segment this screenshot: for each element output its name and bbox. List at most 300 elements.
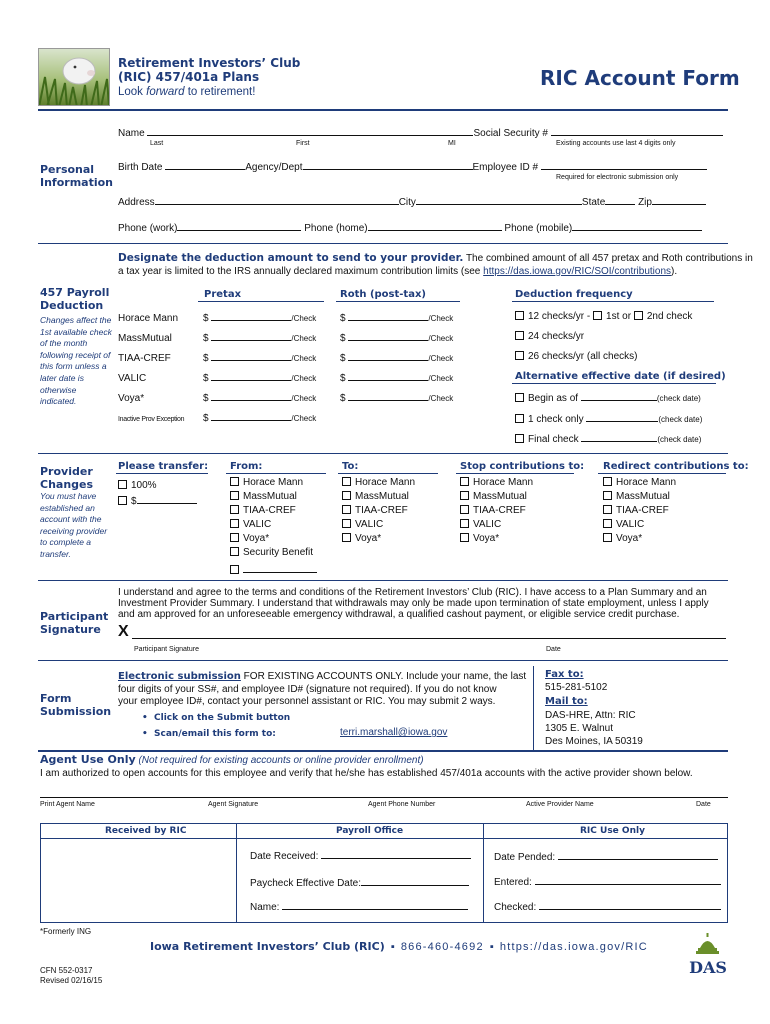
signature-date-caption: Date <box>546 646 561 653</box>
bullet-icon: • <box>142 713 155 723</box>
alt-one-check-row <box>515 412 702 425</box>
address-label: Address <box>118 197 155 208</box>
to-option-label: TIAA-CREF <box>355 505 408 516</box>
to-underline <box>338 473 438 474</box>
dollar-sign: $ <box>203 373 209 384</box>
section-457-payroll-line2: Deduction <box>40 299 104 312</box>
stop-option-label: VALIC <box>473 519 502 530</box>
alt-begin-row <box>515 391 701 404</box>
please-transfer-title: Please transfer: <box>118 461 209 472</box>
birth-date-label: Birth Date <box>118 162 163 173</box>
one-check-only-label: 1 check only <box>528 414 584 425</box>
frequency-24-label: 24 checks/yr <box>528 331 585 342</box>
pretax-amount-field[interactable] <box>211 351 291 361</box>
zip-label: Zip <box>638 197 652 208</box>
paycheck-date-row <box>250 876 469 889</box>
divider-signature <box>38 660 728 661</box>
date-received-field[interactable] <box>321 849 471 859</box>
phone-mobile-field[interactable] <box>572 221 702 231</box>
das-logo <box>686 932 730 978</box>
scan-email-label: Scan/email this form to: <box>154 729 276 739</box>
from-option <box>230 477 303 488</box>
revised-date: Revised 02/16/15 <box>40 976 103 985</box>
provider-row-label: Inactive Prov Exception <box>118 416 185 423</box>
agency-label: Agency/Dept <box>245 162 303 173</box>
to-option <box>342 519 383 530</box>
state-field[interactable] <box>605 195 635 205</box>
from-option <box>230 505 296 516</box>
roth-amount-field[interactable] <box>348 311 428 321</box>
dollar-sign: $ <box>203 413 209 424</box>
agent-label-date: Date <box>696 801 711 808</box>
stop-option-label: Voya* <box>473 533 500 544</box>
check-date-caption: (check date) <box>656 394 701 403</box>
office-name-row <box>250 900 468 913</box>
provider-row-label: VALIC <box>118 373 147 384</box>
entered-label: Entered: <box>494 877 532 888</box>
contributions-link[interactable]: https://das.iowa.gov/RIC/SOI/contributions <box>483 266 672 277</box>
from-underline <box>226 473 326 474</box>
payroll-intro-line1 <box>118 252 753 264</box>
stop-option <box>460 477 533 488</box>
state-label: State <box>581 197 606 208</box>
payroll-intro-bold: Designate the deduction amount to send to your provider. <box>118 252 464 264</box>
one-check-only-field[interactable] <box>586 412 658 422</box>
tagline <box>118 86 255 98</box>
from-option-label: VALIC <box>243 519 272 530</box>
name-field[interactable] <box>147 126 473 136</box>
divider-submission <box>38 750 728 752</box>
per-check-label: /Check <box>428 334 454 343</box>
redirect-checkbox[interactable] <box>603 477 612 486</box>
check-date-caption: (check date) <box>657 435 702 444</box>
payroll-side-note: Changes affect the 1st available check of the month following receipt of this form unless a later date is otherwise indicated. <box>40 315 112 407</box>
one-check-only-checkbox[interactable] <box>515 414 524 423</box>
divider-personal <box>38 243 728 244</box>
begin-as-of-label: Begin as of <box>528 393 579 404</box>
participant-signature-caption: Participant Signature <box>134 646 199 653</box>
from-checkbox[interactable] <box>230 533 239 542</box>
org-name-line2: (RIC) 457/401a Plans <box>118 70 260 84</box>
dollar-sign: $ <box>203 393 209 404</box>
to-checkbox[interactable] <box>342 519 351 528</box>
section-signature-line2: Signature <box>40 623 101 636</box>
provider-row-label: Horace Mann <box>118 313 179 324</box>
provider-row-label: Voya* <box>118 393 145 404</box>
dollar-sign: $ <box>203 313 209 324</box>
from-option <box>230 519 271 530</box>
cfn-number: CFN 552-0317 <box>40 966 93 975</box>
transfer-dollar-field[interactable] <box>137 494 197 504</box>
ssn-note: Existing accounts use last 4 digits only <box>556 140 676 147</box>
tagline-part-b: forward <box>146 86 185 98</box>
agent-signature-line[interactable] <box>40 797 728 798</box>
address-field[interactable] <box>155 195 399 205</box>
signature-x-mark: X <box>118 623 129 640</box>
transfer-dollar-label: $ <box>131 496 137 507</box>
redirect-checkbox[interactable] <box>603 491 612 500</box>
date-received-row <box>250 849 471 862</box>
redirect-option <box>603 533 642 544</box>
from-option-label: MassMutual <box>243 491 297 502</box>
redirect-title: Redirect contributions to: <box>603 461 749 472</box>
capitol-dome-icon <box>686 932 730 956</box>
dollar-sign: $ <box>203 353 209 364</box>
section-personal-information: Personal Information <box>40 163 113 189</box>
name-first-caption: First <box>296 140 310 147</box>
second-check-label: 2nd check <box>646 311 693 322</box>
employee-id-note: Required for electronic submission only <box>556 174 679 181</box>
or-label: or <box>619 311 634 322</box>
to-option <box>342 477 415 488</box>
roth-amount-row <box>340 331 453 344</box>
signature-agreement <box>118 587 709 620</box>
payroll-intro-end: ). <box>671 266 678 277</box>
section-submission-line2: Submission <box>40 705 112 718</box>
date-received-label: Date Received: <box>250 851 319 862</box>
stop-checkbox[interactable] <box>460 477 469 486</box>
redirect-checkbox[interactable] <box>603 505 612 514</box>
roth-amount-field[interactable] <box>348 351 428 361</box>
electronic-submission-line3: your employee ID#, contact your personnel assistant or RIC. You may submit 2 ways. <box>118 696 496 707</box>
pretax-amount-field[interactable] <box>211 311 291 321</box>
section-provider-changes-line2: Changes <box>40 478 94 491</box>
payroll-intro-line2 <box>118 266 677 277</box>
redirect-option <box>603 505 669 516</box>
agreement-line2: Investment Provider Summary. I understand that withdrawals may only be made upon termination of state employment, unless I apply <box>118 598 709 609</box>
roth-amount-row <box>340 371 453 384</box>
from-checkbox[interactable] <box>230 505 239 514</box>
alt-date-underline <box>512 383 716 384</box>
to-title: To: <box>342 461 359 472</box>
stop-option-label: Horace Mann <box>473 477 534 488</box>
agent-use-note: (Not required for existing accounts or online provider enrollment) <box>138 755 424 766</box>
transfer-pct-row <box>118 480 157 491</box>
dollar-sign: $ <box>340 333 346 344</box>
from-option-label: Security Benefit <box>243 547 314 558</box>
pretax-amount-field[interactable] <box>211 371 291 381</box>
pretax-amount-row <box>203 411 316 424</box>
scan-email-bullet <box>142 729 276 739</box>
date-pended-field[interactable] <box>558 850 718 860</box>
per-check-label: /Check <box>291 314 317 323</box>
birth-row <box>118 160 707 173</box>
per-check-label: /Check <box>291 374 317 383</box>
ric-use-only-header: RIC Use Only <box>580 826 645 836</box>
stop-underline <box>456 473 574 474</box>
from-title: From: <box>230 461 263 472</box>
section-participant-signature <box>40 610 108 636</box>
phone-work-field[interactable] <box>177 221 301 231</box>
pretax-amount-row <box>203 331 316 344</box>
section-457-payroll <box>40 286 109 312</box>
redirect-option <box>603 519 644 530</box>
bullet-icon: ▪ <box>486 941 497 953</box>
from-checkbox[interactable] <box>230 491 239 500</box>
stop-title: Stop contributions to: <box>460 461 585 472</box>
agent-label-print-name: Print Agent Name <box>40 801 95 808</box>
paycheck-date-field[interactable] <box>361 876 469 886</box>
section-form-submission <box>40 692 111 718</box>
footer-url-link[interactable]: https://das.iowa.gov/RIC <box>499 941 648 953</box>
to-option-label: VALIC <box>355 519 384 530</box>
section-signature-line1: Participant <box>40 610 109 623</box>
redirect-checkbox[interactable] <box>603 533 612 542</box>
frequency-24-checkbox[interactable] <box>515 331 524 340</box>
agency-field[interactable] <box>303 160 473 170</box>
city-field[interactable] <box>416 195 582 205</box>
from-checkbox[interactable] <box>230 477 239 486</box>
pretax-amount-row <box>203 311 316 324</box>
roth-amount-row <box>340 311 453 324</box>
header-logo-image <box>38 48 110 106</box>
office-col-divider-1 <box>236 823 237 923</box>
electronic-submission-line1 <box>118 671 526 682</box>
payroll-intro-line2-text: a tax year is limited to the IRS annually declared maximum contribution limits (see <box>118 266 484 277</box>
to-checkbox[interactable] <box>342 477 351 486</box>
footer-phone: 866-460-4692 <box>400 941 484 953</box>
col-roth: Roth (post-tax) <box>340 289 426 300</box>
begin-as-of-field[interactable] <box>581 391 657 401</box>
header-divider <box>38 109 728 111</box>
agent-label-phone: Agent Phone Number <box>368 801 436 808</box>
from-checkbox[interactable] <box>230 519 239 528</box>
please-transfer-underline <box>116 473 208 474</box>
stop-checkbox[interactable] <box>460 533 469 542</box>
provider-changes-side-note: You must have established an account with the receiving provider to complete a transfer. <box>40 491 108 559</box>
agreement-line1: I understand and agree to the terms and conditions of the Retirement Investors’ Club (RIC). I have access to a Plan Summary and an <box>118 587 707 598</box>
from-option-other <box>230 563 317 576</box>
employee-id-field[interactable] <box>541 160 707 170</box>
redirect-option-label: Voya* <box>616 533 643 544</box>
dollar-sign: $ <box>340 353 346 364</box>
roth-amount-field[interactable] <box>348 391 428 401</box>
payroll-intro-text: The combined amount of all 457 pretax and Roth contributions in <box>463 253 753 264</box>
col-roth-underline <box>336 301 460 302</box>
from-option-label: Horace Mann <box>243 477 304 488</box>
formerly-ing-note: *Formerly ING <box>40 927 92 936</box>
name-label: Name <box>118 128 145 139</box>
to-option-label: Voya* <box>355 533 382 544</box>
pretax-amount-field[interactable] <box>211 391 291 401</box>
from-option-label: TIAA-CREF <box>243 505 296 516</box>
to-option <box>342 505 408 516</box>
date-pended-row <box>494 850 718 863</box>
from-checkbox[interactable] <box>230 547 239 556</box>
phone-mobile-label: Phone (mobile) <box>504 223 573 234</box>
dollar-sign: $ <box>203 333 209 344</box>
col-frequency-underline <box>512 301 714 302</box>
email-link[interactable]: terri.marshall@iowa.gov <box>340 727 448 738</box>
dollar-sign: $ <box>340 393 346 404</box>
transfer-100pct-label: 100% <box>131 480 157 491</box>
section-provider-changes-line1: Provider <box>40 465 93 478</box>
checked-label: Checked: <box>494 902 537 913</box>
name-mi-caption: MI <box>448 140 456 147</box>
tagline-part-a: Look <box>118 86 147 98</box>
per-check-label: /Check <box>428 374 454 383</box>
section-provider-changes <box>40 465 93 491</box>
begin-as-of-checkbox[interactable] <box>515 393 524 402</box>
stop-option <box>460 491 527 502</box>
phone-row <box>118 221 702 234</box>
to-checkbox[interactable] <box>342 533 351 542</box>
stop-option <box>460 533 499 544</box>
stop-checkbox[interactable] <box>460 491 469 500</box>
redirect-checkbox[interactable] <box>603 519 612 528</box>
alt-date-title: Alternative effective date (if desired) <box>515 371 726 382</box>
final-check-field[interactable] <box>581 432 657 442</box>
checked-field[interactable] <box>539 900 721 910</box>
mail-line1: DAS-HRE, Attn: RIC <box>545 710 636 721</box>
paycheck-date-label: Paycheck Effective Date: <box>250 878 361 889</box>
second-check-checkbox[interactable] <box>634 311 643 320</box>
phone-home-label: Phone (home) <box>304 223 368 234</box>
transfer-dollar-checkbox[interactable] <box>118 496 127 505</box>
to-option <box>342 533 381 544</box>
frequency-12-checkbox[interactable] <box>515 311 524 320</box>
from-option <box>230 491 297 502</box>
to-option-label: Horace Mann <box>355 477 416 488</box>
das-logo-text: DAS <box>689 958 727 977</box>
name-last-caption: Last <box>150 140 164 147</box>
col-pretax-underline <box>198 301 324 302</box>
tagline-part-c: to retirement! <box>184 86 256 98</box>
redirect-option <box>603 477 676 488</box>
pretax-amount-row <box>203 371 316 384</box>
frequency-option-26 <box>515 351 637 362</box>
mail-line3: Des Moines, IA 50319 <box>545 736 643 747</box>
redirect-option-label: MassMutual <box>616 491 670 502</box>
phone-home-field[interactable] <box>368 221 502 231</box>
redirect-option-label: TIAA-CREF <box>616 505 669 516</box>
stop-option <box>460 519 501 530</box>
transfer-dollar-row <box>118 494 197 507</box>
final-check-checkbox[interactable] <box>515 434 524 443</box>
per-check-label: /Check <box>291 354 317 363</box>
fax-title: Fax to: <box>545 669 584 680</box>
stop-option <box>460 505 526 516</box>
fax-number: 515-281-5102 <box>545 682 608 693</box>
first-check-checkbox[interactable] <box>593 311 602 320</box>
check-date-caption: (check date) <box>658 415 703 424</box>
mail-title: Mail to: <box>545 696 588 707</box>
to-checkbox[interactable] <box>342 505 351 514</box>
birth-date-field[interactable] <box>165 160 245 170</box>
stop-option-label: TIAA-CREF <box>473 505 526 516</box>
pretax-amount-field[interactable] <box>211 331 291 341</box>
from-other-checkbox[interactable] <box>230 565 239 574</box>
stop-checkbox[interactable] <box>460 505 469 514</box>
roth-amount-row <box>340 351 453 364</box>
phone-work-label: Phone (work) <box>118 223 178 234</box>
transfer-100pct-checkbox[interactable] <box>118 480 127 489</box>
agent-label-signature: Agent Signature <box>208 801 259 808</box>
roth-amount-field[interactable] <box>348 371 428 381</box>
per-check-label: /Check <box>291 394 317 403</box>
redirect-underline <box>598 473 726 474</box>
payroll-office-header: Payroll Office <box>336 826 404 836</box>
electronic-submission-title: Electronic submission <box>118 671 241 682</box>
electronic-submission-line2: four digits of your SS#, and employee ID# (signature not required). If you do not know <box>118 684 497 695</box>
office-name-field[interactable] <box>282 900 468 910</box>
bullet-icon: • <box>142 729 155 739</box>
col-frequency: Deduction frequency <box>515 289 633 300</box>
frequency-26-checkbox[interactable] <box>515 351 524 360</box>
agent-statement: I am authorized to open accounts for this employee and verify that he/she has established 457/401a accounts with the active provider shown below. <box>40 768 693 779</box>
office-name-label: Name: <box>250 902 280 913</box>
entered-row <box>494 875 721 888</box>
stop-option-label: MassMutual <box>473 491 527 502</box>
frequency-12-label: 12 checks/yr - <box>528 311 594 322</box>
to-option <box>342 491 409 502</box>
from-option <box>230 533 269 544</box>
address-row <box>118 195 706 208</box>
to-checkbox[interactable] <box>342 491 351 500</box>
roth-amount-field[interactable] <box>348 331 428 341</box>
date-pended-label: Date Pended: <box>494 852 556 863</box>
pretax-amount-field[interactable] <box>211 411 291 421</box>
section-457-payroll-line1: 457 Payroll <box>40 286 110 299</box>
agent-use-title: Agent Use Only <box>40 753 136 766</box>
provider-row-label: TIAA-CREF <box>118 353 171 364</box>
office-col-divider-2 <box>483 823 484 923</box>
org-name-line1: Retirement Investors’ Club <box>118 56 301 70</box>
redirect-option <box>603 491 670 502</box>
per-check-label: /Check <box>291 334 317 343</box>
city-label: City <box>398 197 416 208</box>
per-check-label: /Check <box>428 354 454 363</box>
submit-button-label[interactable]: Click on the Submit button <box>154 713 291 723</box>
pretax-amount-row <box>203 351 316 364</box>
signature-line[interactable] <box>132 638 726 639</box>
first-check-label: 1st <box>606 311 620 322</box>
stop-checkbox[interactable] <box>460 519 469 528</box>
per-check-label: /Check <box>428 314 454 323</box>
entered-field[interactable] <box>535 875 721 885</box>
checked-row <box>494 900 721 913</box>
col-pretax: Pretax <box>204 289 242 300</box>
footer-contact-line <box>150 940 648 953</box>
frequency-option-12 <box>515 311 692 322</box>
agent-label-provider: Active Provider Name <box>526 801 594 808</box>
from-other-field[interactable] <box>243 563 317 573</box>
zip-field[interactable] <box>652 195 706 205</box>
employee-id-label: Employee ID # <box>472 162 539 173</box>
received-by-ric-header: Received by RIC <box>105 826 187 836</box>
per-check-label: /Check <box>428 394 454 403</box>
divider-provider-changes <box>38 580 728 581</box>
frequency-26-label: 26 checks/yr (all checks) <box>528 351 638 362</box>
from-option-label: Voya* <box>243 533 270 544</box>
to-option-label: MassMutual <box>355 491 409 502</box>
submission-vertical-divider <box>533 666 534 750</box>
submit-button-bullet <box>142 713 290 723</box>
name-row <box>118 126 728 139</box>
alt-final-check-row <box>515 432 701 445</box>
agent-use-title-row <box>40 753 424 766</box>
ssn-label: Social Security # <box>473 128 548 139</box>
roth-amount-row <box>340 391 453 404</box>
ssn-field[interactable] <box>551 126 723 136</box>
electronic-submission-text1: FOR EXISTING ACCOUNTS ONLY. Include your name, the last <box>240 671 527 682</box>
footer-club-name: Iowa Retirement Investors’ Club (RIC) <box>150 940 385 953</box>
divider-payroll <box>38 453 728 454</box>
dollar-sign: $ <box>340 313 346 324</box>
redirect-option-label: VALIC <box>616 519 645 530</box>
form-title: RIC Account Form <box>540 66 740 90</box>
agreement-line3: and am approved for an unforeseeable emergency withdrawal, a qualified cashout payment, or eligible service credit purchase. <box>118 609 680 620</box>
